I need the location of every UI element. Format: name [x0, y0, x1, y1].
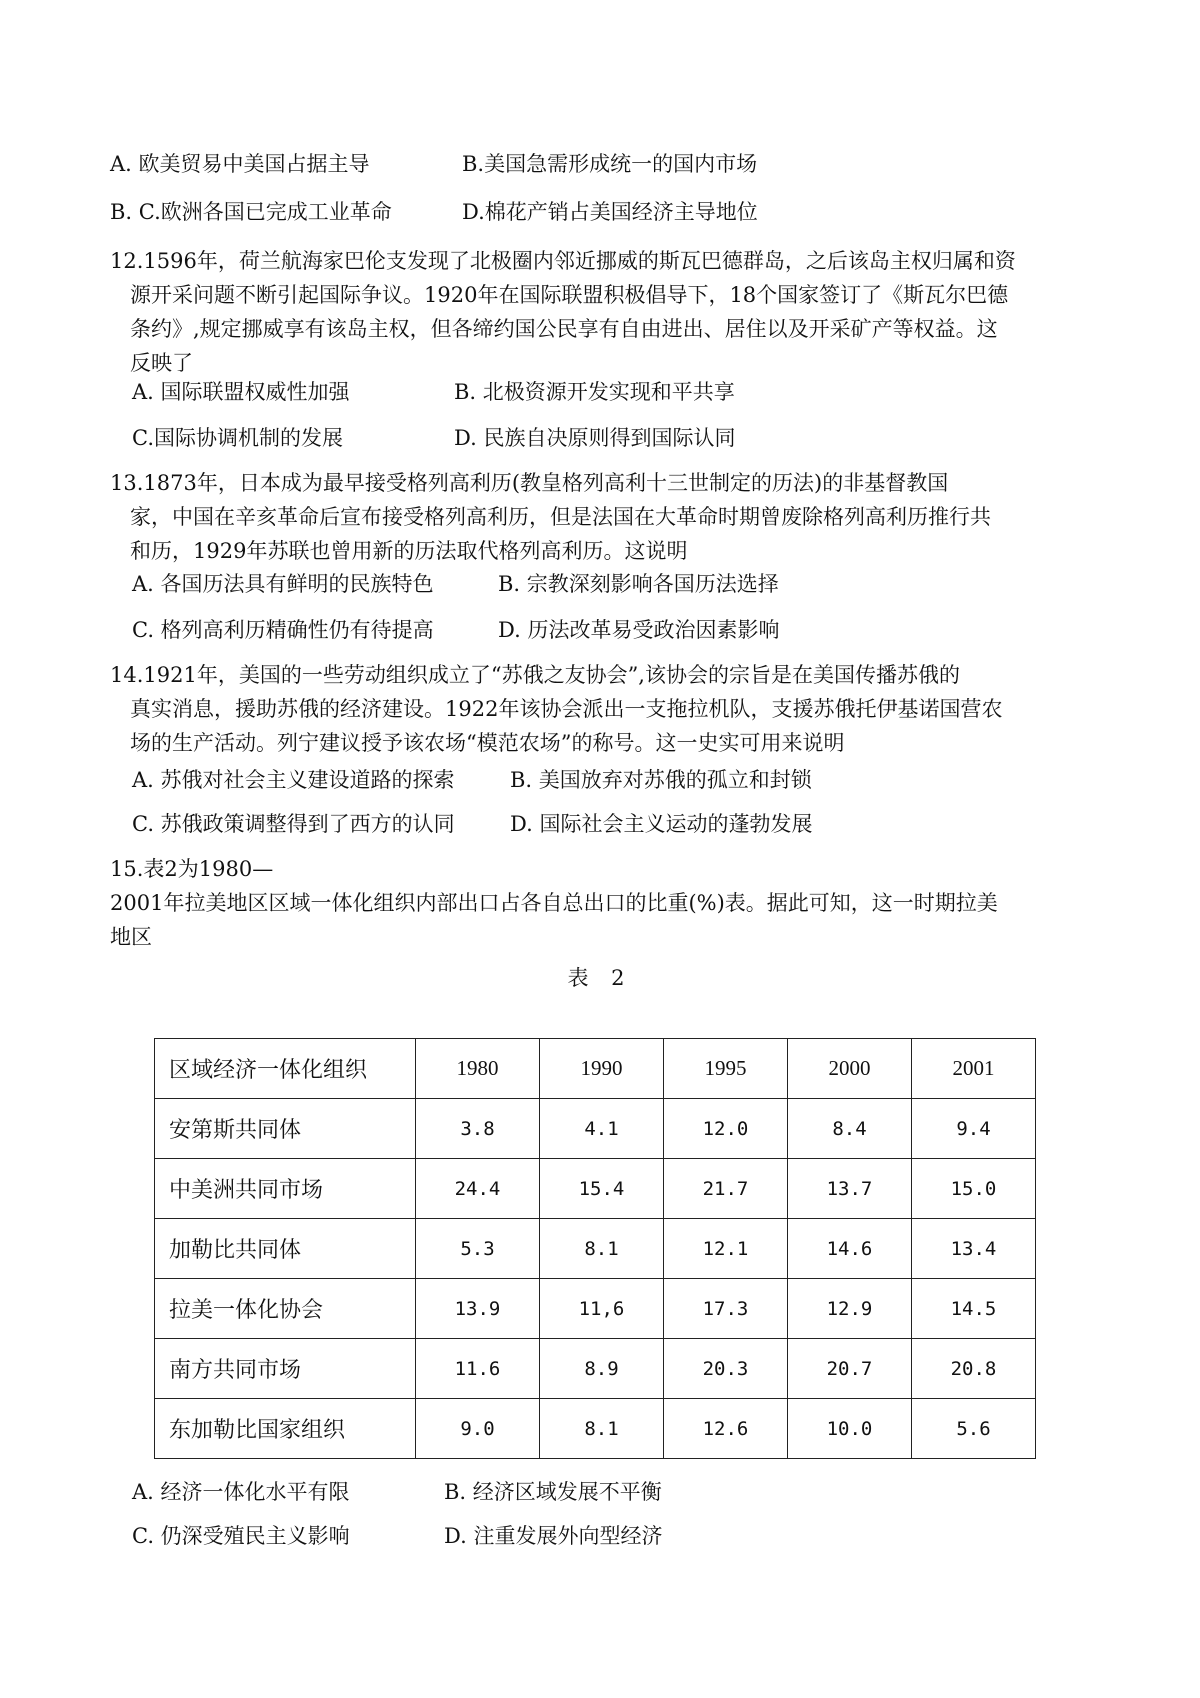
q11-options-row-2	[110, 196, 758, 226]
table-cell: 8.9	[540, 1339, 664, 1399]
q15-option-b[interactable]: B. 经济区域发展不平衡	[444, 1480, 662, 1504]
q15-stem	[110, 852, 1090, 954]
table-cell: 12.9	[788, 1279, 912, 1339]
table-row	[155, 1339, 1036, 1399]
table-cell: 3.8	[416, 1099, 540, 1159]
q15-options-row-1	[132, 1476, 662, 1506]
q14-options-row-1	[132, 764, 812, 794]
table-cell: 14.6	[788, 1219, 912, 1279]
q13-option-d[interactable]: D. 历法改革易受政治因素影响	[498, 618, 780, 642]
table-cell: 5.3	[416, 1219, 540, 1279]
table-cell: 9.4	[912, 1099, 1036, 1159]
q13-line-3: 和历，1929年苏联也曾用新的历法取代格列高利历。这说明	[130, 539, 688, 563]
table-cell: 14.5	[912, 1279, 1036, 1339]
q13-options-row-1	[132, 568, 779, 598]
table-cell: 20.8	[912, 1339, 1036, 1399]
table-cell-org: 南方共同市场	[155, 1339, 416, 1399]
q15-line-1: 15.表2为1980—	[110, 857, 274, 881]
table-cell: 13.7	[788, 1159, 912, 1219]
q14-option-d[interactable]: D. 国际社会主义运动的蓬勃发展	[510, 812, 813, 836]
table-row	[155, 1159, 1036, 1219]
q14-option-c[interactable]: C. 苏俄政策调整得到了西方的认同	[132, 812, 455, 836]
table-cell-org: 加勒比共同体	[155, 1219, 416, 1279]
table-row	[155, 1399, 1036, 1459]
q13-line-2: 家，中国在辛亥革命后宣布接受格列高利历，但是法国在大革命时期曾废除格列高利历推行共	[130, 505, 991, 529]
q13-option-c[interactable]: C. 格列高利历精确性仍有待提高	[132, 618, 434, 642]
q13-options-row-2	[132, 614, 779, 644]
table-row	[155, 1099, 1036, 1159]
q14-options-row-2	[132, 808, 812, 838]
q14-option-a[interactable]: A. 苏俄对社会主义建设道路的探索	[132, 768, 455, 792]
q15-option-d[interactable]: D. 注重发展外向型经济	[444, 1524, 663, 1548]
table-cell: 8.1	[540, 1219, 664, 1279]
table-cell-org: 安第斯共同体	[155, 1099, 416, 1159]
table-cell: 13.4	[912, 1219, 1036, 1279]
q15-options-row-2	[132, 1520, 662, 1550]
q12-options-row-1	[132, 376, 735, 406]
q13-option-a[interactable]: A. 各国历法具有鲜明的民族特色	[132, 572, 434, 596]
table-title: 表 2	[567, 966, 633, 990]
q11-option-d[interactable]: D.棉花产销占美国经济主导地位	[462, 200, 758, 224]
table-cell: 17.3	[664, 1279, 788, 1339]
q14-stem	[110, 658, 1090, 760]
q13-stem	[110, 466, 1090, 568]
table-cell: 11,6	[540, 1279, 664, 1339]
table-cell: 12.1	[664, 1219, 788, 1279]
q11-option-c[interactable]: B. C.欧洲各国已完成工业革命	[110, 200, 392, 224]
q14-line-3: 场的生产活动。列宁建议授予该农场“模范农场”的称号。这一史实可用来说明	[130, 731, 845, 755]
table-cell: 15.0	[912, 1159, 1036, 1219]
q12-line-4: 反映了	[130, 351, 193, 375]
q12-options-row-2	[132, 422, 735, 452]
q11-option-b[interactable]: B.美国急需形成统一的国内市场	[462, 152, 758, 176]
table-cell: 15.4	[540, 1159, 664, 1219]
table-cell: 8.4	[788, 1099, 912, 1159]
table-cell: 10.0	[788, 1399, 912, 1459]
table-cell: 13.9	[416, 1279, 540, 1339]
q12-option-d[interactable]: D. 民族自决原则得到国际认同	[454, 426, 736, 450]
q15-line-2: 2001年拉美地区区域一体化组织内部出口占各自总出口的比重(%)表。据此可知，这一时期拉美	[110, 891, 998, 915]
table-cell-org: 中美洲共同市场	[155, 1159, 416, 1219]
q12-line-1: 12.1596年，荷兰航海家巴伦支发现了北极圈内邻近挪威的斯瓦巴德群岛，之后该岛主权归属和资	[110, 249, 1016, 273]
table-cell: 21.7	[664, 1159, 788, 1219]
table-cell: 11.6	[416, 1339, 540, 1399]
table-header-cell: 2000	[788, 1039, 912, 1099]
table-cell: 12.0	[664, 1099, 788, 1159]
table-cell: 4.1	[540, 1099, 664, 1159]
export-share-table	[154, 1038, 1036, 1459]
table-header-cell: 1990	[540, 1039, 664, 1099]
q12-option-a[interactable]: A. 国际联盟权威性加强	[132, 380, 350, 404]
table-header-row	[155, 1039, 1036, 1099]
table-cell-org: 拉美一体化协会	[155, 1279, 416, 1339]
table-cell: 12.6	[664, 1399, 788, 1459]
q15-option-a[interactable]: A. 经济一体化水平有限	[132, 1480, 350, 1504]
table-cell-org: 东加勒比国家组织	[155, 1399, 416, 1459]
table-row	[155, 1219, 1036, 1279]
q11-option-a[interactable]: A. 欧美贸易中美国占据主导	[110, 152, 370, 176]
q15-option-c[interactable]: C. 仍深受殖民主义影响	[132, 1524, 350, 1548]
q12-line-3: 条约》,规定挪威享有该岛主权，但各缔约国公民享有自由进出、居住以及开采矿产等权益。这	[130, 317, 998, 341]
table-header-cell: 2001	[912, 1039, 1036, 1099]
q12-stem	[110, 244, 1090, 380]
q14-line-2: 真实消息，援助苏俄的经济建设。1922年该协会派出一支拖拉机队，支援苏俄托伊基诺国营农	[130, 697, 1003, 721]
q14-option-b[interactable]: B. 美国放弃对苏俄的孤立和封锁	[510, 768, 812, 792]
table-cell: 5.6	[912, 1399, 1036, 1459]
q12-option-c[interactable]: C.国际协调机制的发展	[132, 426, 343, 450]
q13-line-1: 13.1873年，日本成为最早接受格列高利历(教皇格列高利十三世制定的历法)的非基督教国	[110, 471, 949, 495]
table-cell: 20.3	[664, 1339, 788, 1399]
table-cell: 20.7	[788, 1339, 912, 1399]
table-header-cell: 1995	[664, 1039, 788, 1099]
table-header-cell: 区域经济一体化组织	[155, 1039, 416, 1099]
table-row	[155, 1279, 1036, 1339]
table-header-cell: 1980	[416, 1039, 540, 1099]
q11-options-row-1	[110, 148, 757, 178]
q14-line-1: 14.1921年，美国的一些劳动组织成立了“苏俄之友协会”,该协会的宗旨是在美国传播苏俄的	[110, 663, 960, 687]
q15-line-3: 地区	[110, 925, 152, 949]
q12-option-b[interactable]: B. 北极资源开发实现和平共享	[454, 380, 735, 404]
table-cell: 8.1	[540, 1399, 664, 1459]
table-cell: 9.0	[416, 1399, 540, 1459]
q12-line-2: 源开采问题不断引起国际争议。1920年在国际联盟积极倡导下，18个国家签订了《斯瓦尔巴德	[130, 283, 1009, 307]
table-cell: 24.4	[416, 1159, 540, 1219]
q13-option-b[interactable]: B. 宗教深刻影响各国历法选择	[498, 572, 779, 596]
